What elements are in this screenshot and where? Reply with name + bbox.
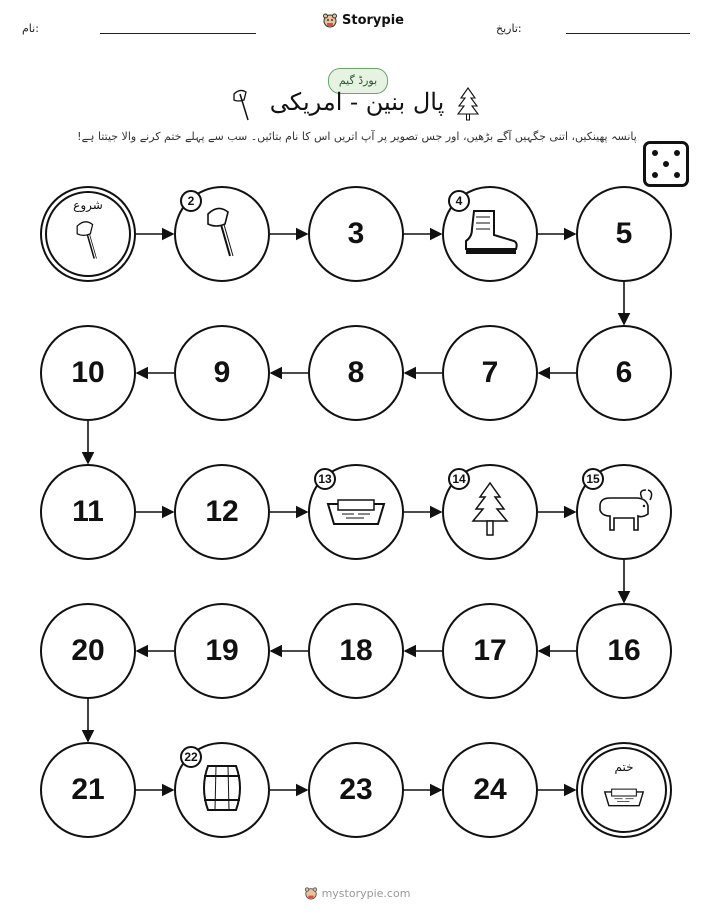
space-number-badge: 13 [314, 468, 336, 490]
space-number-badge: 22 [180, 746, 202, 768]
baking-dish-icon [602, 776, 646, 820]
board-space-18 [308, 603, 404, 699]
space-number: 17 [473, 634, 507, 667]
boot-icon [460, 207, 520, 261]
board-space-25 [576, 742, 672, 838]
space-number: 12 [205, 495, 239, 528]
space-number-badge: 2 [180, 190, 202, 212]
space-number-badge: 14 [448, 468, 470, 490]
board-space-12 [174, 464, 270, 560]
footer-site: mystorypie.com [321, 886, 411, 900]
date-label: تاریخ: [496, 22, 522, 35]
board-space-24 [442, 742, 538, 838]
space-number: 16 [607, 634, 641, 667]
brand-name: Storypie [342, 12, 404, 28]
board-space-1 [40, 186, 136, 282]
board-space-5 [576, 186, 672, 282]
board-space-10 [40, 325, 136, 421]
board-space-3 [308, 186, 404, 282]
space-number: 6 [615, 356, 633, 389]
board-space-7 [442, 325, 538, 421]
space-number-badge: 15 [582, 468, 604, 490]
barrel-icon [200, 762, 244, 818]
title-text: پال بنین - امریکی [269, 88, 445, 116]
board-space-8 [308, 325, 404, 421]
board-space-6 [576, 325, 672, 421]
board-space-21 [40, 742, 136, 838]
bear-logo-icon [304, 886, 318, 900]
board-space-16 [576, 603, 672, 699]
space-number: 10 [71, 356, 105, 389]
board-space-11 [40, 464, 136, 560]
board-space-23 [308, 742, 404, 838]
space-number: 3 [347, 217, 365, 250]
footer [0, 886, 714, 900]
space-number: 21 [71, 773, 105, 806]
space-number: 19 [205, 634, 239, 667]
space-number: 7 [481, 356, 499, 389]
space-number-badge: 4 [448, 190, 470, 212]
axe-icon [71, 214, 105, 270]
space-number: 23 [339, 773, 373, 806]
start-label: شروع [73, 198, 103, 212]
board-game-badge: بورڈ گیم [328, 68, 388, 94]
board-space-9 [174, 325, 270, 421]
axe-icon [200, 206, 244, 262]
space-number: 24 [473, 773, 507, 806]
space-number: 11 [72, 495, 104, 528]
space-number: 5 [615, 217, 633, 250]
board-space-17 [442, 603, 538, 699]
name-label: نام: [22, 22, 39, 35]
end-label: ختم [614, 760, 634, 774]
board-space-19 [174, 603, 270, 699]
instructions: پانسہ پھینکیں، اتنی جگہیں آگے بڑھیں، اور جس تصویر پر آپ اتریں اس کا نام بتائیں۔ سب سے پہلے ختم کرنے والا جیتتا ہے! [77, 130, 637, 143]
space-number: 9 [213, 356, 231, 389]
pine-tree-icon [470, 481, 510, 543]
space-number: 8 [347, 356, 365, 389]
baking-dish-icon [324, 490, 388, 534]
space-number: 20 [71, 634, 105, 667]
ox-icon [592, 486, 656, 538]
board-space-20 [40, 603, 136, 699]
space-number: 18 [339, 634, 373, 667]
